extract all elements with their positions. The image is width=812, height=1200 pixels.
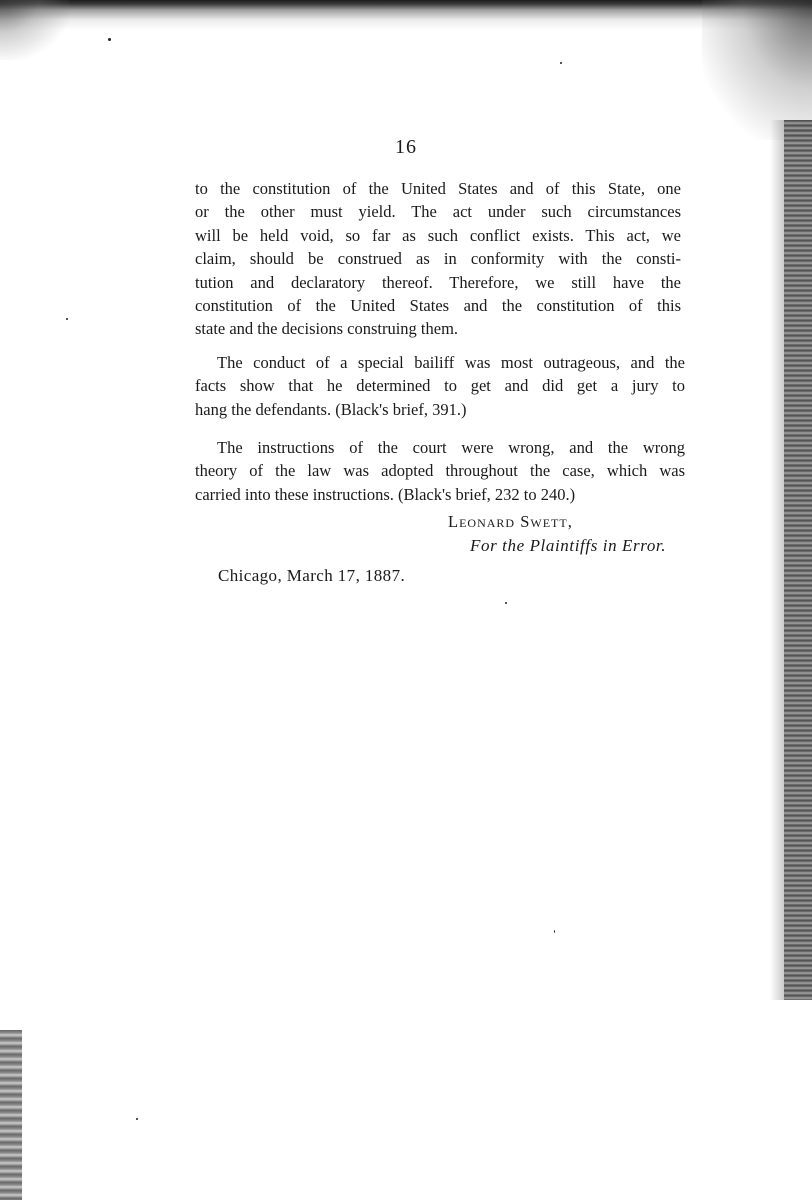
scan-corner-artifact-right <box>702 0 812 140</box>
scan-speck <box>560 62 562 64</box>
text-line: to the constitution of the United States and of this State, one <box>195 179 681 198</box>
paragraph-instructions <box>195 436 685 506</box>
scan-speck <box>66 318 68 320</box>
text-line: state and the decisions construing them. <box>195 319 459 339</box>
signature-name: Leonard Swett, <box>448 512 573 531</box>
page-number: 16 <box>395 136 417 158</box>
text-line: theory of the law was adopted throughout the case, which was <box>195 461 685 481</box>
scan-right-edge-shadow <box>770 120 784 1000</box>
text-line: tution and declaratory thereof. Therefore, we still have the <box>195 272 681 292</box>
text-line: constitution of the United States and the constitution of this <box>195 295 681 315</box>
place-and-date: Chicago, March 17, 1887. <box>218 566 406 585</box>
paragraph-bailiff <box>195 351 685 421</box>
signature-role: For the Plaintiffs in Error. <box>470 536 667 555</box>
paragraph-constitution <box>195 177 681 341</box>
scan-corner-artifact-left <box>0 0 70 60</box>
text-line: will be held void, so far as such conflict exists. This act, we <box>195 225 681 245</box>
scan-speck <box>136 1118 138 1120</box>
text-line: carried into these instructions. (Black's brief, 232 to 240.) <box>195 484 576 504</box>
scan-speck <box>505 602 507 604</box>
scan-right-edge-artifact <box>784 120 812 1000</box>
scan-left-edge-artifact <box>0 1030 22 1200</box>
text-line: facts show that he determined to get and did get a jury to <box>195 376 685 396</box>
text-line: claim, should be construed as in conformity with the consti- <box>195 249 681 269</box>
text-line: hang the defendants. (Black's brief, 391.) <box>195 399 467 419</box>
text-line: or the other must yield. The act under such circumstances <box>195 202 681 222</box>
scan-speck <box>108 38 111 41</box>
scan-speck <box>554 930 555 933</box>
scan-top-edge-artifact <box>0 0 812 30</box>
text-line: The conduct of a special bailiff was most outrageous, and the <box>217 353 685 372</box>
text-line: The instructions of the court were wrong, and the wrong <box>217 438 685 457</box>
